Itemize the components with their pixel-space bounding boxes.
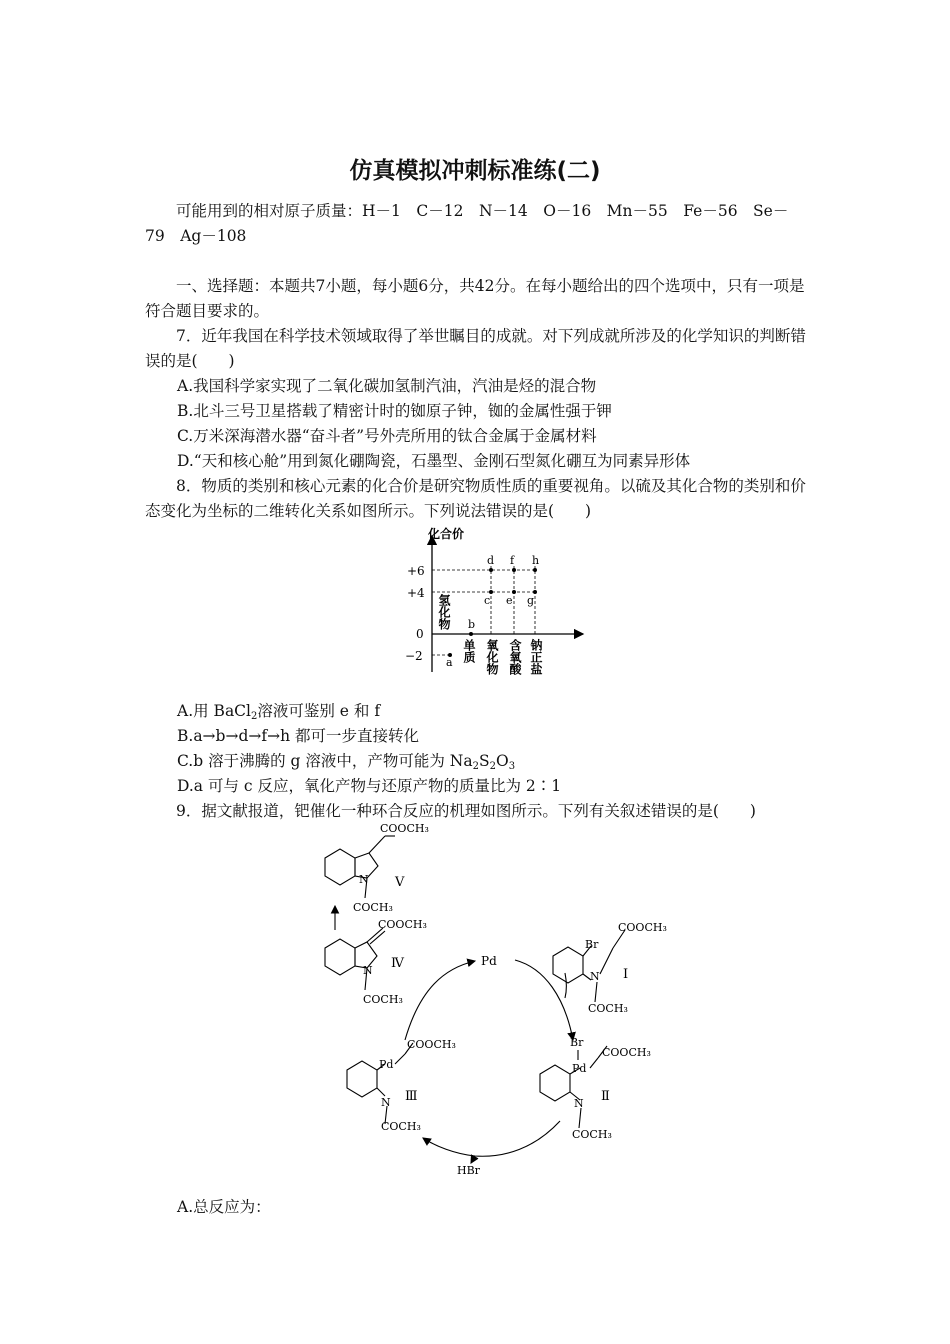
y-tick-zero: 0 [416,627,424,641]
q7-option-b: B.北斗三号卫星搭载了精密计时的铷原子钟，铷的金属性强于钾 [177,402,612,420]
point-label-h: h [532,554,540,567]
sulfur-valence-chart [395,522,590,682]
atomic-masses: 可能用到的相对原子质量：H－1 C－12 N－14 O－16 Mn－55 Fe－56 Se－79 Ag－108 [145,202,789,245]
q8-option-d: D.a 可与 c 反应，氧化产物与还原产物的质量比为 2∶1 [177,777,562,795]
compound-v-label: Ⅴ [395,875,405,890]
pd-catalyst-label: Pd [481,954,497,968]
ii-coome-label: COOCH₃ [602,1046,651,1059]
point-label-d: d [487,554,495,567]
q8-option-c: C.b 溶于沸腾的 g 溶液中，产物可能为 $Na_2S_2O_3$ [177,752,516,772]
iv-n-label: N [363,964,373,977]
iv-coch-label: COCH₃ [363,993,403,1006]
y-tick-plus6: +6 [407,564,425,578]
category-oxide: 氧化物 [485,639,499,675]
arrow-hbr-release [471,1156,475,1163]
compound-iii-structure [347,1043,413,1124]
compound-ii-structure [540,1046,607,1128]
v-n-label: N [359,873,369,886]
ii-n-label: N [574,1097,584,1110]
y-axis-title: 化合价 [428,527,465,541]
page-title: 仿真模拟冲刺标准练(二) [349,158,601,184]
palladium-cycle-diagram [295,818,695,1180]
compound-v-structure [325,836,395,898]
q7-stem: 7．近年我国在科学技术领域取得了举世瞩目的成就。对下列成就所涉及的化学知识的判断错误的是( ) [145,327,806,370]
y-tick-plus4: +4 [407,586,425,600]
hbr-label: HBr [457,1164,480,1177]
y-tick-minus2: −2 [405,649,423,663]
compound-i-label: Ⅰ [623,967,629,982]
arrow-ii-to-iii [423,1121,560,1156]
point-label-b: b [468,618,476,631]
category-hydride: 氢化物 [437,594,451,630]
arrow-iii-to-pd [405,961,475,1040]
q9-option-a: A.总反应为： [177,1198,271,1216]
q7-option-a: A.我国科学家实现了二氧化碳加氢制汽油，汽油是烃的混合物 [177,377,597,395]
ii-pd-label: Pd [572,1062,587,1075]
i-coome-label: COOCH₃ [618,921,667,934]
point-label-g: g [527,594,535,607]
point-label-c: c [484,594,491,607]
iv-coome-label: COOCH₃ [378,918,427,931]
compound-ii-label: Ⅱ [601,1089,610,1104]
iii-pd-label: Pd [379,1058,394,1071]
arrow-pd-to-ii [515,960,573,1040]
q9-stem: 9．据文献报道，钯催化一种环合反应的机理如图所示。下列有关叙述错误的是( ) [176,802,756,820]
category-sodium-salt: 钠正盐 [529,639,543,675]
q8-stem: 8．物质的类别和核心元素的化合价是研究物质性质的重要视角。以硫及其化合物的类别和价态变化为坐标的二维转化关系如图所示。下列说法错误的是( ) [145,477,806,520]
v-coch-label: COCH₃ [353,901,393,914]
category-oxyacid: 含氧酸 [508,639,522,675]
ii-br-label: Br [570,1036,584,1049]
point-label-e: e [506,594,513,607]
arrow-i-entry [565,973,567,998]
compound-iii-label: Ⅲ [405,1089,418,1104]
iii-coch-label: COCH₃ [381,1120,421,1133]
point-label-f: f [510,554,515,567]
ii-coch-label: COCH₃ [572,1128,612,1141]
i-br-label: Br [585,938,599,951]
i-coch-label: COCH₃ [588,1002,628,1015]
compound-iv-structure [325,928,385,990]
iii-n-label: N [381,1096,391,1109]
point-label-a: a [446,656,453,669]
compound-iv-label: Ⅳ [391,956,404,971]
q7-option-d: D.“天和核心舱”用到氮化硼陶瓷，石墨型、金刚石型氮化硼互为同素异形体 [177,452,691,470]
v-coome-label: COOCH₃ [380,822,429,835]
category-element: 单质 [462,639,476,663]
iii-coome-label: COOCH₃ [407,1038,456,1051]
q8-option-a: A.用 BaCl$_2$溶液可鉴别 e 和 f [177,702,381,722]
q8-option-b: B.a→b→d→f→h 都可一步直接转化 [177,727,419,745]
q7-option-c: C.万米深海潜水器“奋斗者”号外壳所用的钛合金属于金属材料 [177,427,597,445]
section-heading: 一、选择题：本题共7小题，每小题6分，共42分。在每小题给出的四个选项中，只有一项是符合题目要求的。 [145,277,805,320]
i-n-label: N [590,970,600,983]
